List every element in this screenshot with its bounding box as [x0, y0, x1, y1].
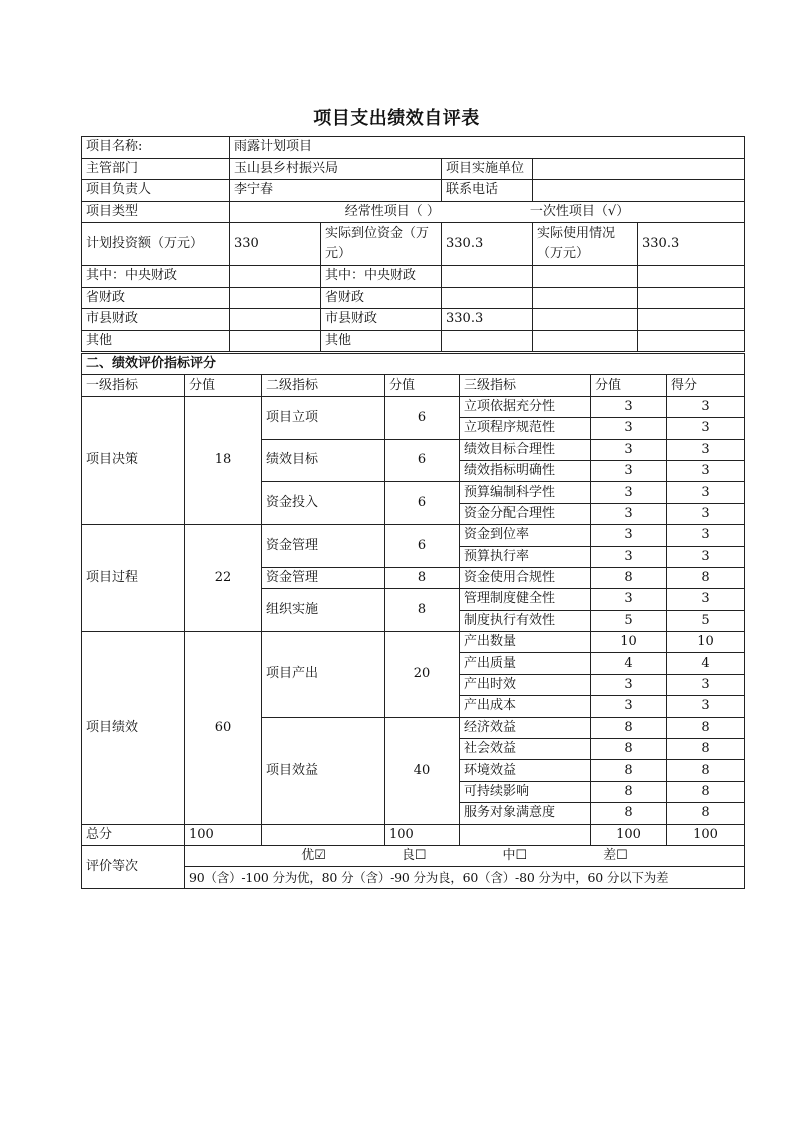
- type-options: [230, 201, 745, 223]
- used-label: 实际使用情况（万元）: [533, 223, 638, 266]
- level3-score: 4: [591, 653, 667, 674]
- empty-cell: [533, 287, 638, 309]
- total-l3: 100: [591, 824, 667, 845]
- level3-got: 5: [667, 610, 745, 631]
- level3-score: 8: [591, 803, 667, 824]
- level3-got: 4: [667, 653, 745, 674]
- fund-source-label: 其他: [82, 330, 230, 352]
- basic-info-table: [81, 136, 745, 352]
- level3-score: 3: [591, 418, 667, 439]
- total-l2: 100: [385, 824, 460, 845]
- row-project-name: [82, 137, 745, 159]
- level2-name: 资金管理: [262, 525, 385, 568]
- rating-label: 评价等次: [82, 845, 185, 888]
- section-heading: 二、绩效评价指标评分: [82, 354, 745, 375]
- fund-source-row: [82, 287, 745, 309]
- total-got: 100: [667, 824, 745, 845]
- project-name-label: 项目名称:: [82, 137, 230, 159]
- row-type: [82, 201, 745, 223]
- fund-source-row: [82, 330, 745, 352]
- level3-got: 8: [667, 803, 745, 824]
- type-label: 项目类型: [82, 201, 230, 223]
- leader-label: 项目负责人: [82, 180, 230, 202]
- level3-got: 10: [667, 632, 745, 653]
- level3-score: 3: [591, 696, 667, 717]
- level3-name: 预算编制科学性: [460, 482, 591, 503]
- level3-name: 产出时效: [460, 674, 591, 695]
- empty-cell: [533, 266, 638, 288]
- level3-score: 3: [591, 396, 667, 417]
- level3-name: 立项依据充分性: [460, 396, 591, 417]
- actual-value: 330.3: [442, 223, 533, 266]
- rating-option: 良☐: [401, 848, 427, 864]
- level3-name: 立项程序规范性: [460, 418, 591, 439]
- level2-score: 40: [385, 717, 460, 824]
- level3-score: 8: [591, 567, 667, 588]
- type-regular: 经常性项目（ ）: [344, 203, 440, 219]
- level3-got: 3: [667, 696, 745, 717]
- fund-source-value: [230, 330, 321, 352]
- level2-score: 6: [385, 482, 460, 525]
- level3-got: 8: [667, 717, 745, 738]
- level3-name: 制度执行有效性: [460, 610, 591, 631]
- level3-got: 8: [667, 567, 745, 588]
- level3-got: 3: [667, 503, 745, 524]
- level2-score: 8: [385, 567, 460, 588]
- level3-name: 产出成本: [460, 696, 591, 717]
- header-l1-score: 分值: [185, 375, 262, 396]
- level3-name: 经济效益: [460, 717, 591, 738]
- fund-source-label: 其中：中央财政: [321, 266, 442, 288]
- level3-got: 8: [667, 739, 745, 760]
- section-heading-row: [82, 354, 745, 375]
- fund-source-row: [82, 266, 745, 288]
- level3-name: 绩效目标合理性: [460, 439, 591, 460]
- indicator-row: [82, 396, 745, 417]
- rating-note: 90（含）-100 分为优，80 分（含）-90 分为良，60（含）-80 分为中，60 分以下为差: [185, 867, 745, 888]
- level3-score: 3: [591, 439, 667, 460]
- level2-score: 6: [385, 439, 460, 482]
- level3-got: 3: [667, 418, 745, 439]
- level2-score: 20: [385, 632, 460, 718]
- level3-got: 3: [667, 439, 745, 460]
- level1-score: 18: [185, 396, 262, 524]
- header-l3-score: 分值: [591, 375, 667, 396]
- leader-value: 李宁春: [230, 180, 442, 202]
- level3-got: 3: [667, 396, 745, 417]
- indicator-row: [82, 632, 745, 653]
- level3-score: 8: [591, 760, 667, 781]
- type-onetime: 一次性项目（√）: [529, 203, 630, 219]
- level3-score: 10: [591, 632, 667, 653]
- fund-source-value: [442, 287, 533, 309]
- level3-got: 3: [667, 482, 745, 503]
- fund-source-label: 其他: [321, 330, 442, 352]
- row-leader: [82, 180, 745, 202]
- fund-source-value: [230, 266, 321, 288]
- level1-score: 22: [185, 525, 262, 632]
- level1-name: 项目过程: [82, 525, 185, 632]
- level3-name: 资金到位率: [460, 525, 591, 546]
- empty-cell: [638, 287, 745, 309]
- planned-label: 计划投资额（万元）: [82, 223, 230, 266]
- empty-cell: [460, 824, 591, 845]
- actual-label: 实际到位资金（万元）: [321, 223, 442, 266]
- empty-cell: [638, 309, 745, 331]
- level3-name: 服务对象满意度: [460, 803, 591, 824]
- level3-score: 3: [591, 674, 667, 695]
- header-l2-score: 分值: [385, 375, 460, 396]
- row-dept: [82, 158, 745, 180]
- level3-got: 3: [667, 460, 745, 481]
- level2-name: 项目效益: [262, 717, 385, 824]
- indicator-row: [82, 525, 745, 546]
- empty-cell: [638, 266, 745, 288]
- level3-name: 产出质量: [460, 653, 591, 674]
- empty-cell: [533, 330, 638, 352]
- fund-source-value: [442, 330, 533, 352]
- fund-source-label: 省财政: [321, 287, 442, 309]
- empty-cell: [533, 309, 638, 331]
- level3-score: 5: [591, 610, 667, 631]
- level2-name: 项目产出: [262, 632, 385, 718]
- row-funds: [82, 223, 745, 266]
- page-title: 项目支出绩效自评表: [313, 108, 480, 129]
- level3-name: 产出数量: [460, 632, 591, 653]
- fund-source-value: [442, 266, 533, 288]
- fund-source-label: 其中：中央财政: [82, 266, 230, 288]
- fund-source-label: 市县财政: [321, 309, 442, 331]
- level3-score: 3: [591, 503, 667, 524]
- level3-score: 3: [591, 525, 667, 546]
- level3-score: 8: [591, 781, 667, 802]
- level3-name: 资金分配合理性: [460, 503, 591, 524]
- total-label: 总分: [82, 824, 185, 845]
- impl-unit-value: [533, 158, 745, 180]
- header-got: 得分: [667, 375, 745, 396]
- fund-source-value: [230, 309, 321, 331]
- level3-got: 3: [667, 589, 745, 610]
- empty-cell: [262, 824, 385, 845]
- level2-name: 绩效目标: [262, 439, 385, 482]
- header-row: [82, 375, 745, 396]
- level3-got: 8: [667, 760, 745, 781]
- header-l1: 一级指标: [82, 375, 185, 396]
- empty-cell: [638, 330, 745, 352]
- fund-source-value: 330.3: [442, 309, 533, 331]
- dept-value: 玉山县乡村振兴局: [230, 158, 442, 180]
- level3-score: 3: [591, 482, 667, 503]
- level3-got: 3: [667, 546, 745, 567]
- level2-name: 组织实施: [262, 589, 385, 632]
- impl-unit-label: 项目实施单位: [442, 158, 533, 180]
- level3-name: 资金使用合规性: [460, 567, 591, 588]
- project-name-value: 雨露计划项目: [230, 137, 745, 159]
- level3-name: 管理制度健全性: [460, 589, 591, 610]
- level3-score: 3: [591, 589, 667, 610]
- dept-label: 主管部门: [82, 158, 230, 180]
- level3-got: 3: [667, 525, 745, 546]
- rating-option: 中☐: [502, 848, 528, 864]
- rating-option: 差☐: [603, 848, 628, 864]
- planned-value: 330: [230, 223, 321, 266]
- rating-row: [82, 845, 745, 866]
- fund-source-label: 市县财政: [82, 309, 230, 331]
- level2-score: 8: [385, 589, 460, 632]
- level1-name: 项目绩效: [82, 632, 185, 825]
- phone-label: 联系电话: [442, 180, 533, 202]
- total-l1: 100: [185, 824, 262, 845]
- phone-value: [533, 180, 745, 202]
- level3-name: 社会效益: [460, 739, 591, 760]
- level3-got: 8: [667, 781, 745, 802]
- fund-source-label: 省财政: [82, 287, 230, 309]
- level2-name: 资金投入: [262, 482, 385, 525]
- level2-score: 6: [385, 396, 460, 439]
- level1-name: 项目决策: [82, 396, 185, 524]
- level3-score: 8: [591, 717, 667, 738]
- level2-name: 资金管理: [262, 567, 385, 588]
- header-l3: 三级指标: [460, 375, 591, 396]
- level3-score: 8: [591, 739, 667, 760]
- indicator-table: [81, 353, 745, 889]
- total-row: [82, 824, 745, 845]
- fund-source-row: [82, 309, 745, 331]
- fund-source-value: [230, 287, 321, 309]
- rating-options: [185, 845, 745, 866]
- level3-name: 环境效益: [460, 760, 591, 781]
- level3-score: 3: [591, 546, 667, 567]
- header-l2: 二级指标: [262, 375, 385, 396]
- level3-name: 绩效指标明确性: [460, 460, 591, 481]
- level3-name: 预算执行率: [460, 546, 591, 567]
- level2-name: 项目立项: [262, 396, 385, 439]
- level3-name: 可持续影响: [460, 781, 591, 802]
- level3-score: 3: [591, 460, 667, 481]
- rating-option: 优☑: [301, 848, 326, 864]
- level1-score: 60: [185, 632, 262, 825]
- level3-got: 3: [667, 674, 745, 695]
- level2-score: 6: [385, 525, 460, 568]
- used-value: 330.3: [638, 223, 745, 266]
